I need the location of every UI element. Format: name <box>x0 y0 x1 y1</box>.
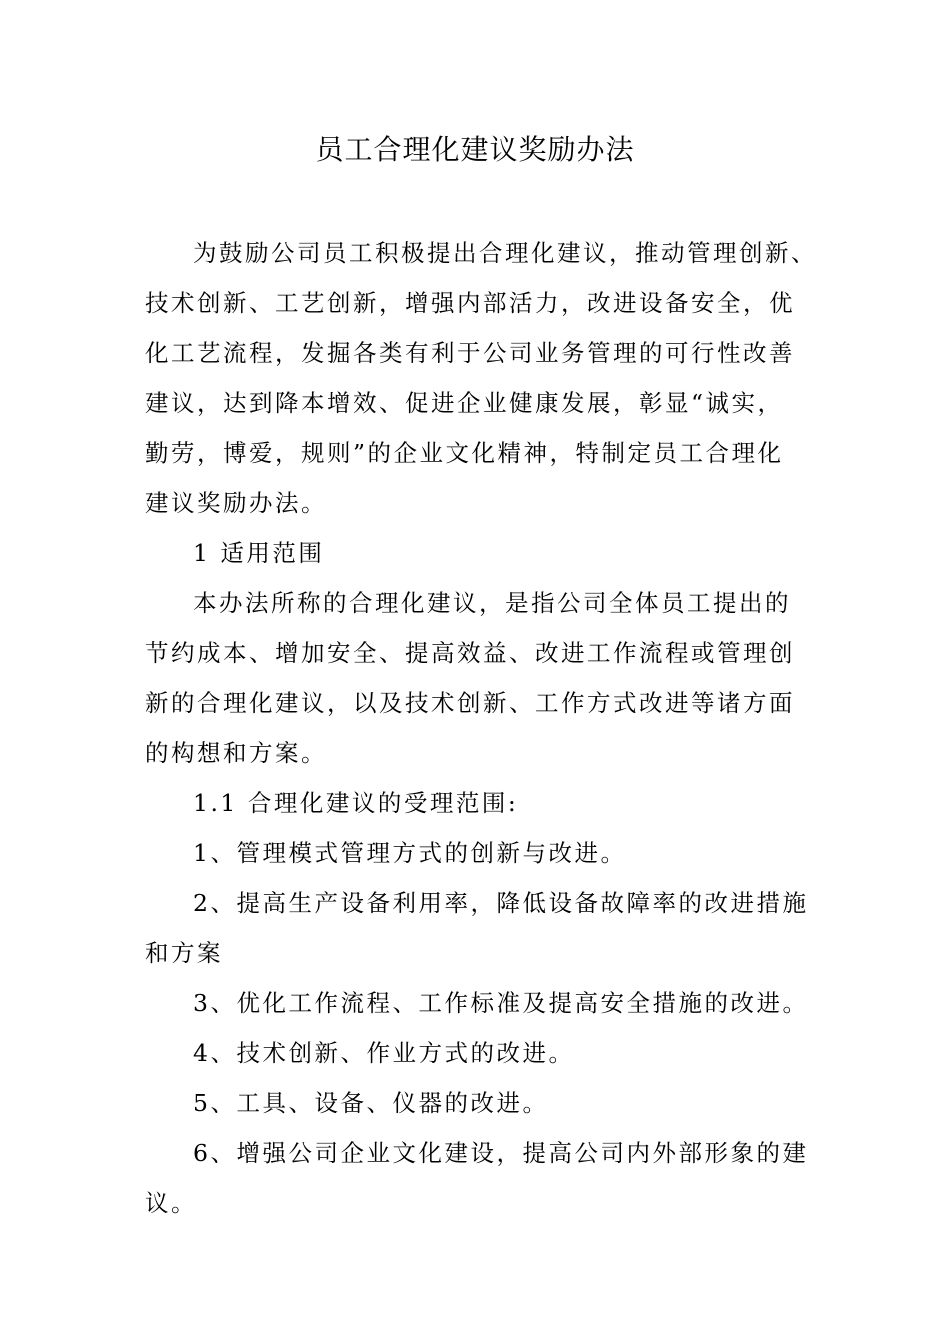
document-body <box>145 228 817 1228</box>
scope-line: 本办法所称的合理化建议，是指公司全体员工提出的 <box>193 589 791 617</box>
list-item-line: 3、优化工作流程、工作标准及提高安全措施的改进。 <box>193 989 809 1017</box>
scope-line: 节约成本、增加安全、提高效益、改进工作流程或管理创 <box>145 639 795 667</box>
scope-line: 的构想和方案。 <box>145 739 327 767</box>
intro-line: 技术创新、工艺创新，增强内部活力，改进设备安全，优 <box>145 289 795 317</box>
document-title: 员工合理化建议奖励办法 <box>315 133 635 166</box>
intro-paragraph <box>145 228 817 528</box>
list-item-line: 1、管理模式管理方式的创新与改进。 <box>193 839 627 867</box>
scope-line: 新的合理化建议，以及技术创新、工作方式改进等诸方面 <box>145 689 795 717</box>
intro-line: 勤劳，博爱，规则”的企业文化精神，特制定员工合理化 <box>145 439 784 467</box>
list-item <box>145 978 810 1028</box>
intro-line: 建议，达到降本增效、促进企业健康发展，彰显“诚实， <box>145 389 784 417</box>
list-item-line: 2、提高生产设备利用率，降低设备故障率的改进措施 <box>193 889 809 917</box>
section-heading-1: 1 适用范围 <box>193 539 325 567</box>
list-item <box>145 1028 810 1078</box>
list-item <box>145 878 810 978</box>
list-item-line: 和方案 <box>145 939 223 967</box>
intro-line: 化工艺流程，发掘各类有利于公司业务管理的可行性改善 <box>145 339 795 367</box>
list-item <box>145 1078 810 1128</box>
list-item-line: 5、工具、设备、仪器的改进。 <box>193 1089 549 1117</box>
scope-paragraph <box>145 578 810 778</box>
list-item-line: 议。 <box>145 1189 197 1217</box>
list-item-line: 4、技术创新、作业方式的改进。 <box>193 1039 575 1067</box>
list-item-line: 6、增强公司企业文化建设，提高公司内外部形象的建 <box>193 1139 809 1167</box>
intro-line: 建议奖励办法。 <box>145 489 327 517</box>
intro-line: 为鼓励公司员工积极提出合理化建议，推动管理创新、 <box>193 239 817 267</box>
section-heading-1-1: 1.1 合理化建议的受理范围: <box>193 789 519 817</box>
list-item <box>145 1128 810 1228</box>
list-item <box>145 828 810 878</box>
